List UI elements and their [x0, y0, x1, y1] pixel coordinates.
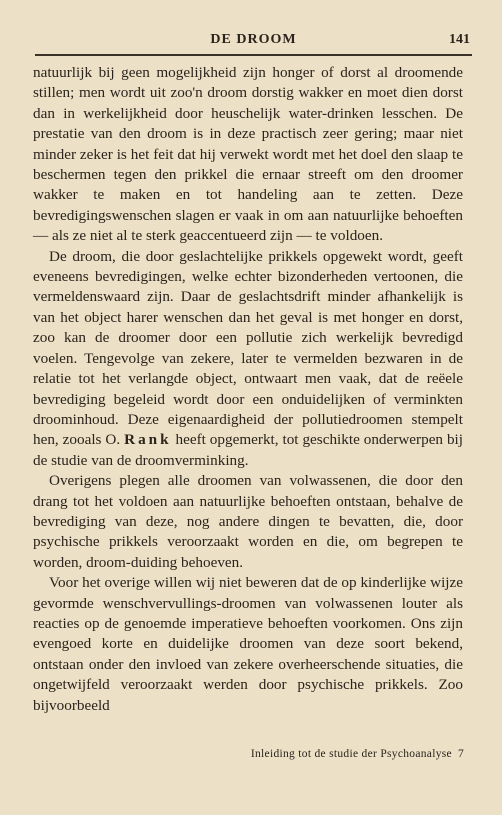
paragraph-2-text-after: heeft opgemerkt, tot geschikte onderwerpen bij de studie van de droomverminking.: [33, 431, 463, 469]
paragraph-3: Overigens plegen alle droomen van volwassenen, die door den drang tot het voldoen aan natuurlijke behoeften ontstaan, behalve de bevrediging van deze, nog andere dingen te bevatten, die, door psychische prikkels veroorzaakt worden en die, om begrepen te worden, droom-duiding behoeven.: [33, 472, 463, 571]
author-name-rank: Rank: [124, 431, 172, 449]
body-text: [33, 63, 463, 716]
running-head-title: DE DROOM: [210, 32, 297, 47]
paragraph-2: [33, 247, 463, 471]
paragraph-2-text-before: De droom, die door geslachtelijke prikkels opgewekt wordt, geeft eveneens bevredigingen, welke echter bizonderheden vertoonen, die vermeldenswaard zijn. Daar de geslachtsdrift minder afhankelijk is van het object harer wenschen dan het geval is met honger en dorst, zoo kan de droomer door een pollutie zich werkelijk bevredigd voelen. Tengevolge van zekere, later te vermelden bezwaren in de relatie tot het verlangde object, ontwaart men vaak, dat de reëele bevrediging begeleid wordt door een onduidelijken of verminkten droominhoud. Deze eigenaardigheid der pollutiedroomen stempelt hen, zooals O.: [33, 247, 463, 449]
signature-line: [251, 748, 464, 760]
paragraph-4: Voor het overige willen wij niet beweren dat de op kinderlijke wijze gevormde wenschvervullings-droomen van volwassenen louter als reacties op de genoemde imperatieve behoeften voorkomen. Ons zijn evengoed korte en duidelijke droomen van deze soort bekend, ontstaan onder den invloed van zekere overheerschende situaties, die ongetwijfeld veroorzaakt werden door psychische prikkels. Zoo bijvoorbeeld: [33, 574, 463, 714]
running-header: [35, 30, 472, 56]
page-number: 141: [449, 32, 470, 47]
signature-number: 7: [457, 748, 464, 760]
book-title-footer: Inleiding tot de studie der Psychoanalyse: [250, 748, 452, 760]
paragraph-1: natuurlijk bij geen mogelijkheid zijn honger of dorst al droomende stillen; men wordt uit zoo'n droom dorstig wakker en moet dien dorst dan in werkelijkheid door heuschelijk water-drinken lesschen. De prestatie van den droom is in deze practisch zeer gering; maar niet minder zeker is het feit dat hij verwekt wordt met het doel den slaap te beschermen tegen den prikkel die ernaar streeft om den droomer wakker te maken en tot handeling aan te zetten. Deze bevredigingswenschen slagen er vaak in om aan natuurlijke behoeften — als ze niet al te sterk geaccentueerd zijn — te voldoen.: [33, 64, 463, 245]
